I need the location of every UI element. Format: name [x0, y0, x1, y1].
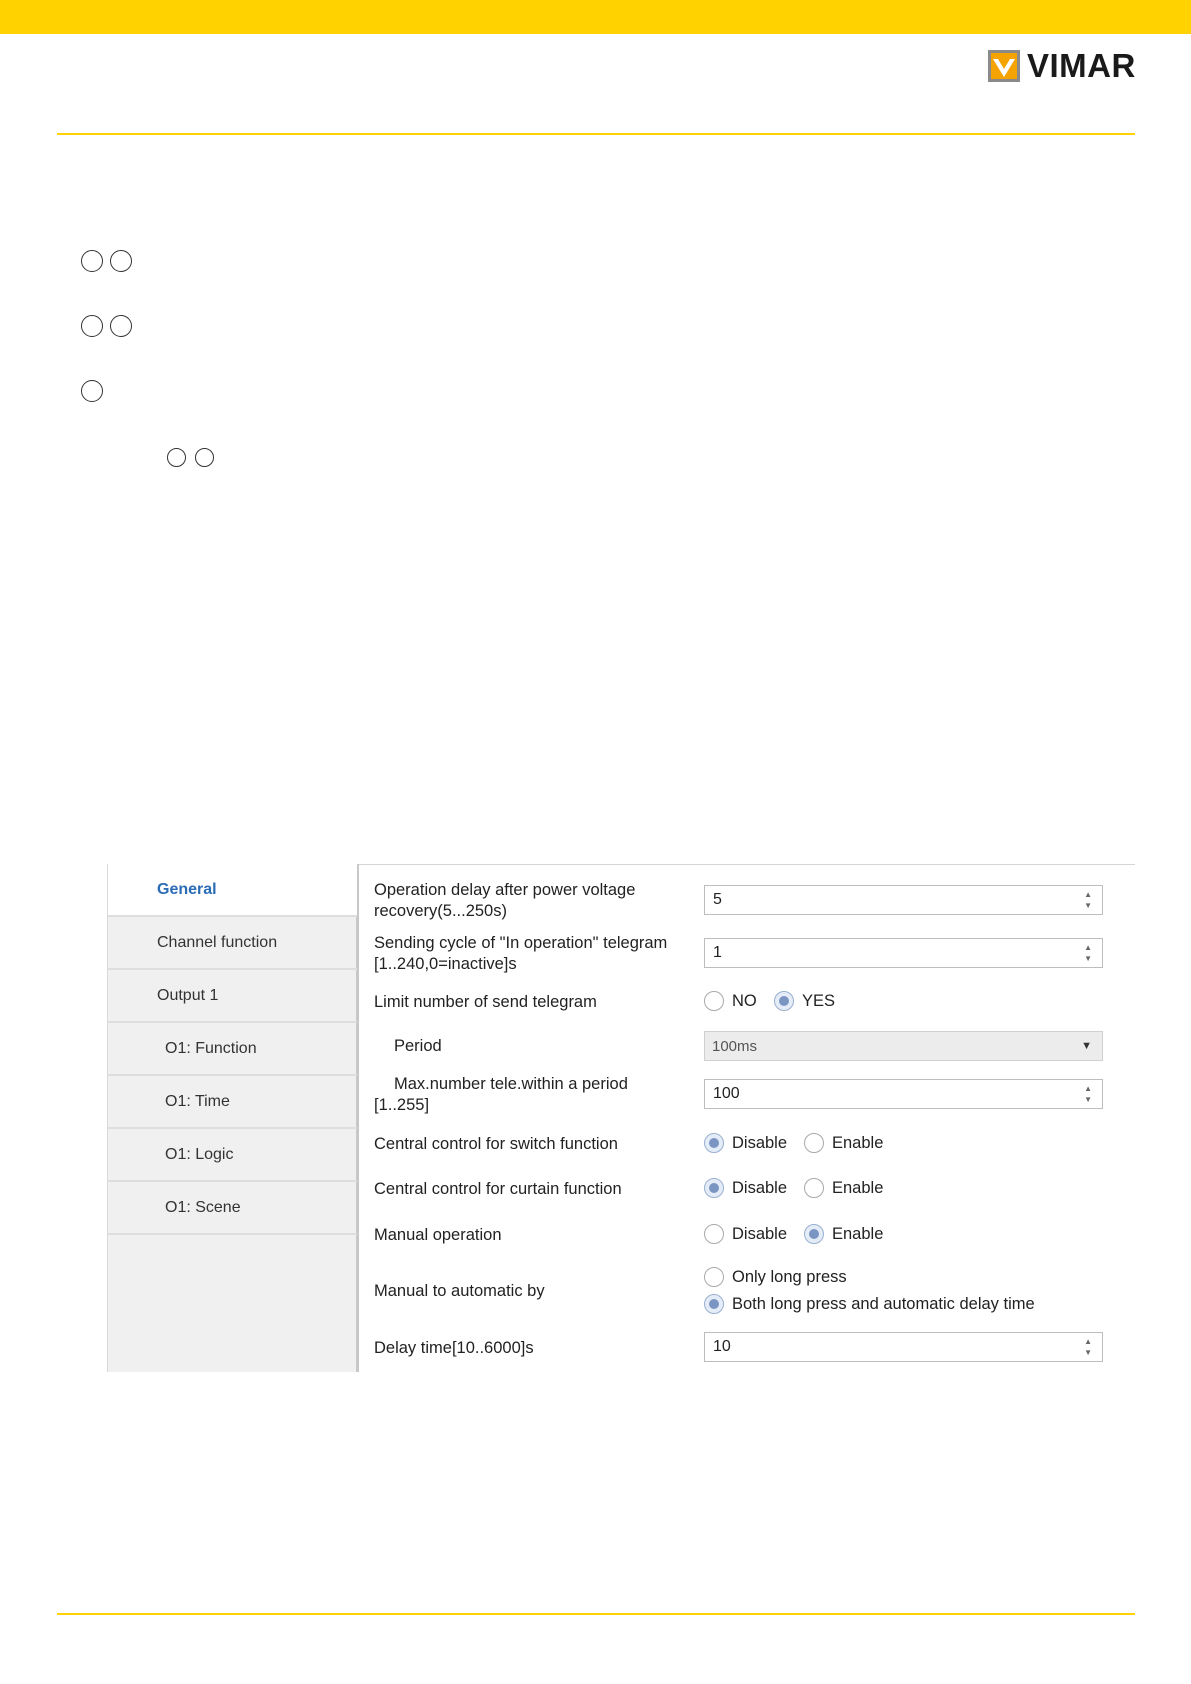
radio-label: Both long press and automatic delay time: [732, 1294, 1035, 1313]
manual-op-enable-radio[interactable]: [804, 1224, 883, 1244]
central-curtain-disable-radio[interactable]: [704, 1178, 787, 1198]
spinbox-value: 100: [713, 1085, 740, 1102]
central-switch-disable-radio[interactable]: [704, 1133, 787, 1153]
sidebar-item-o1-scene[interactable]: [108, 1182, 357, 1235]
placeholder-circle: [81, 250, 103, 272]
manual-op-disable-radio[interactable]: [704, 1224, 787, 1244]
radio-checked-icon: [804, 1224, 824, 1244]
param-label: [1..240,0=inactive]s: [374, 955, 517, 973]
sidebar-item-label: Output 1: [157, 986, 219, 1004]
radio-label: YES: [802, 991, 836, 1010]
param-label: Period: [394, 1037, 442, 1055]
radio-label: Enable: [832, 1178, 884, 1197]
operation-delay-spinbox[interactable]: [704, 885, 1103, 915]
radio-checked-icon: [774, 991, 794, 1011]
sidebar-item-label: O1: Logic: [165, 1145, 234, 1163]
placeholder-circle: [81, 380, 103, 402]
spinbox-value: 5: [713, 891, 722, 908]
spin-down-icon[interactable]: ▼: [1084, 1095, 1092, 1104]
sidebar-item-label: Channel function: [157, 933, 278, 951]
central-curtain-enable-radio[interactable]: [804, 1178, 883, 1198]
chevron-down-icon: ▼: [1081, 1040, 1092, 1052]
placeholder-circle: [110, 250, 132, 272]
limit-send-yes-radio[interactable]: [774, 991, 835, 1011]
sidebar-item-channel-function[interactable]: [108, 917, 357, 970]
param-label: Limit number of send telegram: [374, 993, 597, 1011]
radio-unchecked-icon: [704, 1224, 724, 1244]
radio-label: Enable: [832, 1133, 884, 1152]
param-label: Sending cycle of "In operation" telegram: [374, 934, 668, 952]
param-label: [1..255]: [374, 1096, 430, 1114]
radio-label: Disable: [732, 1178, 788, 1197]
param-label: Manual operation: [374, 1226, 502, 1244]
radio-checked-icon: [704, 1133, 724, 1153]
spinbox-value: 10: [713, 1338, 731, 1355]
radio-unchecked-icon: [804, 1133, 824, 1153]
sidebar-item-label: O1: Scene: [165, 1198, 241, 1216]
spin-up-icon[interactable]: ▲: [1084, 943, 1092, 952]
radio-label: Disable: [732, 1224, 788, 1243]
placeholder-circle: [195, 448, 214, 467]
radio-label: Disable: [732, 1133, 788, 1152]
spin-up-icon[interactable]: ▲: [1084, 1337, 1092, 1346]
vimar-shield-icon: [987, 49, 1021, 83]
sidebar-item-general[interactable]: [108, 864, 357, 917]
manual-to-auto-both-radio[interactable]: [704, 1294, 1035, 1314]
sidebar-item-label: O1: Function: [165, 1039, 257, 1057]
spin-down-icon[interactable]: ▼: [1084, 901, 1092, 910]
sidebar-item-o1-function[interactable]: [108, 1023, 357, 1076]
spin-up-icon[interactable]: ▲: [1084, 1084, 1092, 1093]
radio-label: Only long press: [732, 1267, 847, 1286]
top-accent-bar: [0, 0, 1191, 34]
sidebar-item-label: General: [157, 880, 217, 898]
footer-divider: [57, 1613, 1135, 1615]
radio-label: Enable: [832, 1224, 884, 1243]
brand-name: VIMAR: [1027, 47, 1136, 84]
placeholder-circle: [110, 315, 132, 337]
radio-label: NO: [732, 991, 757, 1010]
radio-checked-icon: [704, 1294, 724, 1314]
radio-unchecked-icon: [704, 991, 724, 1011]
vimar-logo: [987, 46, 1136, 86]
radio-unchecked-icon: [804, 1178, 824, 1198]
parameter-sidebar: [107, 864, 359, 1372]
param-label: Max.number tele.within a period: [394, 1075, 628, 1093]
param-label: Central control for curtain function: [374, 1180, 622, 1198]
radio-checked-icon: [704, 1178, 724, 1198]
param-label: Operation delay after power voltage: [374, 881, 636, 899]
spin-down-icon[interactable]: ▼: [1084, 1348, 1092, 1357]
sidebar-item-label: O1: Time: [165, 1092, 230, 1110]
spin-down-icon[interactable]: ▼: [1084, 954, 1092, 963]
header-divider: [57, 133, 1135, 135]
limit-send-no-radio[interactable]: [704, 991, 757, 1011]
dropdown-value: 100ms: [712, 1038, 758, 1055]
period-dropdown[interactable]: [704, 1031, 1103, 1061]
radio-unchecked-icon: [704, 1267, 724, 1287]
param-label: Delay time[10..6000]s: [374, 1339, 534, 1357]
placeholder-circle: [81, 315, 103, 337]
spin-up-icon[interactable]: ▲: [1084, 890, 1092, 899]
sending-cycle-spinbox[interactable]: [704, 938, 1103, 968]
sidebar-item-o1-logic[interactable]: [108, 1129, 357, 1182]
spinbox-value: 1: [713, 944, 722, 961]
param-label: recovery(5...250s): [374, 902, 507, 920]
delay-time-spinbox[interactable]: [704, 1332, 1103, 1362]
sidebar-item-output-1[interactable]: [108, 970, 357, 1023]
param-label: Central control for switch function: [374, 1135, 618, 1153]
manual-to-auto-long-press-radio[interactable]: [704, 1267, 847, 1287]
max-tele-spinbox[interactable]: [704, 1079, 1103, 1109]
central-switch-enable-radio[interactable]: [804, 1133, 883, 1153]
param-label: Manual to automatic by: [374, 1282, 545, 1300]
placeholder-circle: [167, 448, 186, 467]
ets-parameter-dialog: [107, 864, 1135, 1372]
sidebar-item-o1-time[interactable]: [108, 1076, 357, 1129]
